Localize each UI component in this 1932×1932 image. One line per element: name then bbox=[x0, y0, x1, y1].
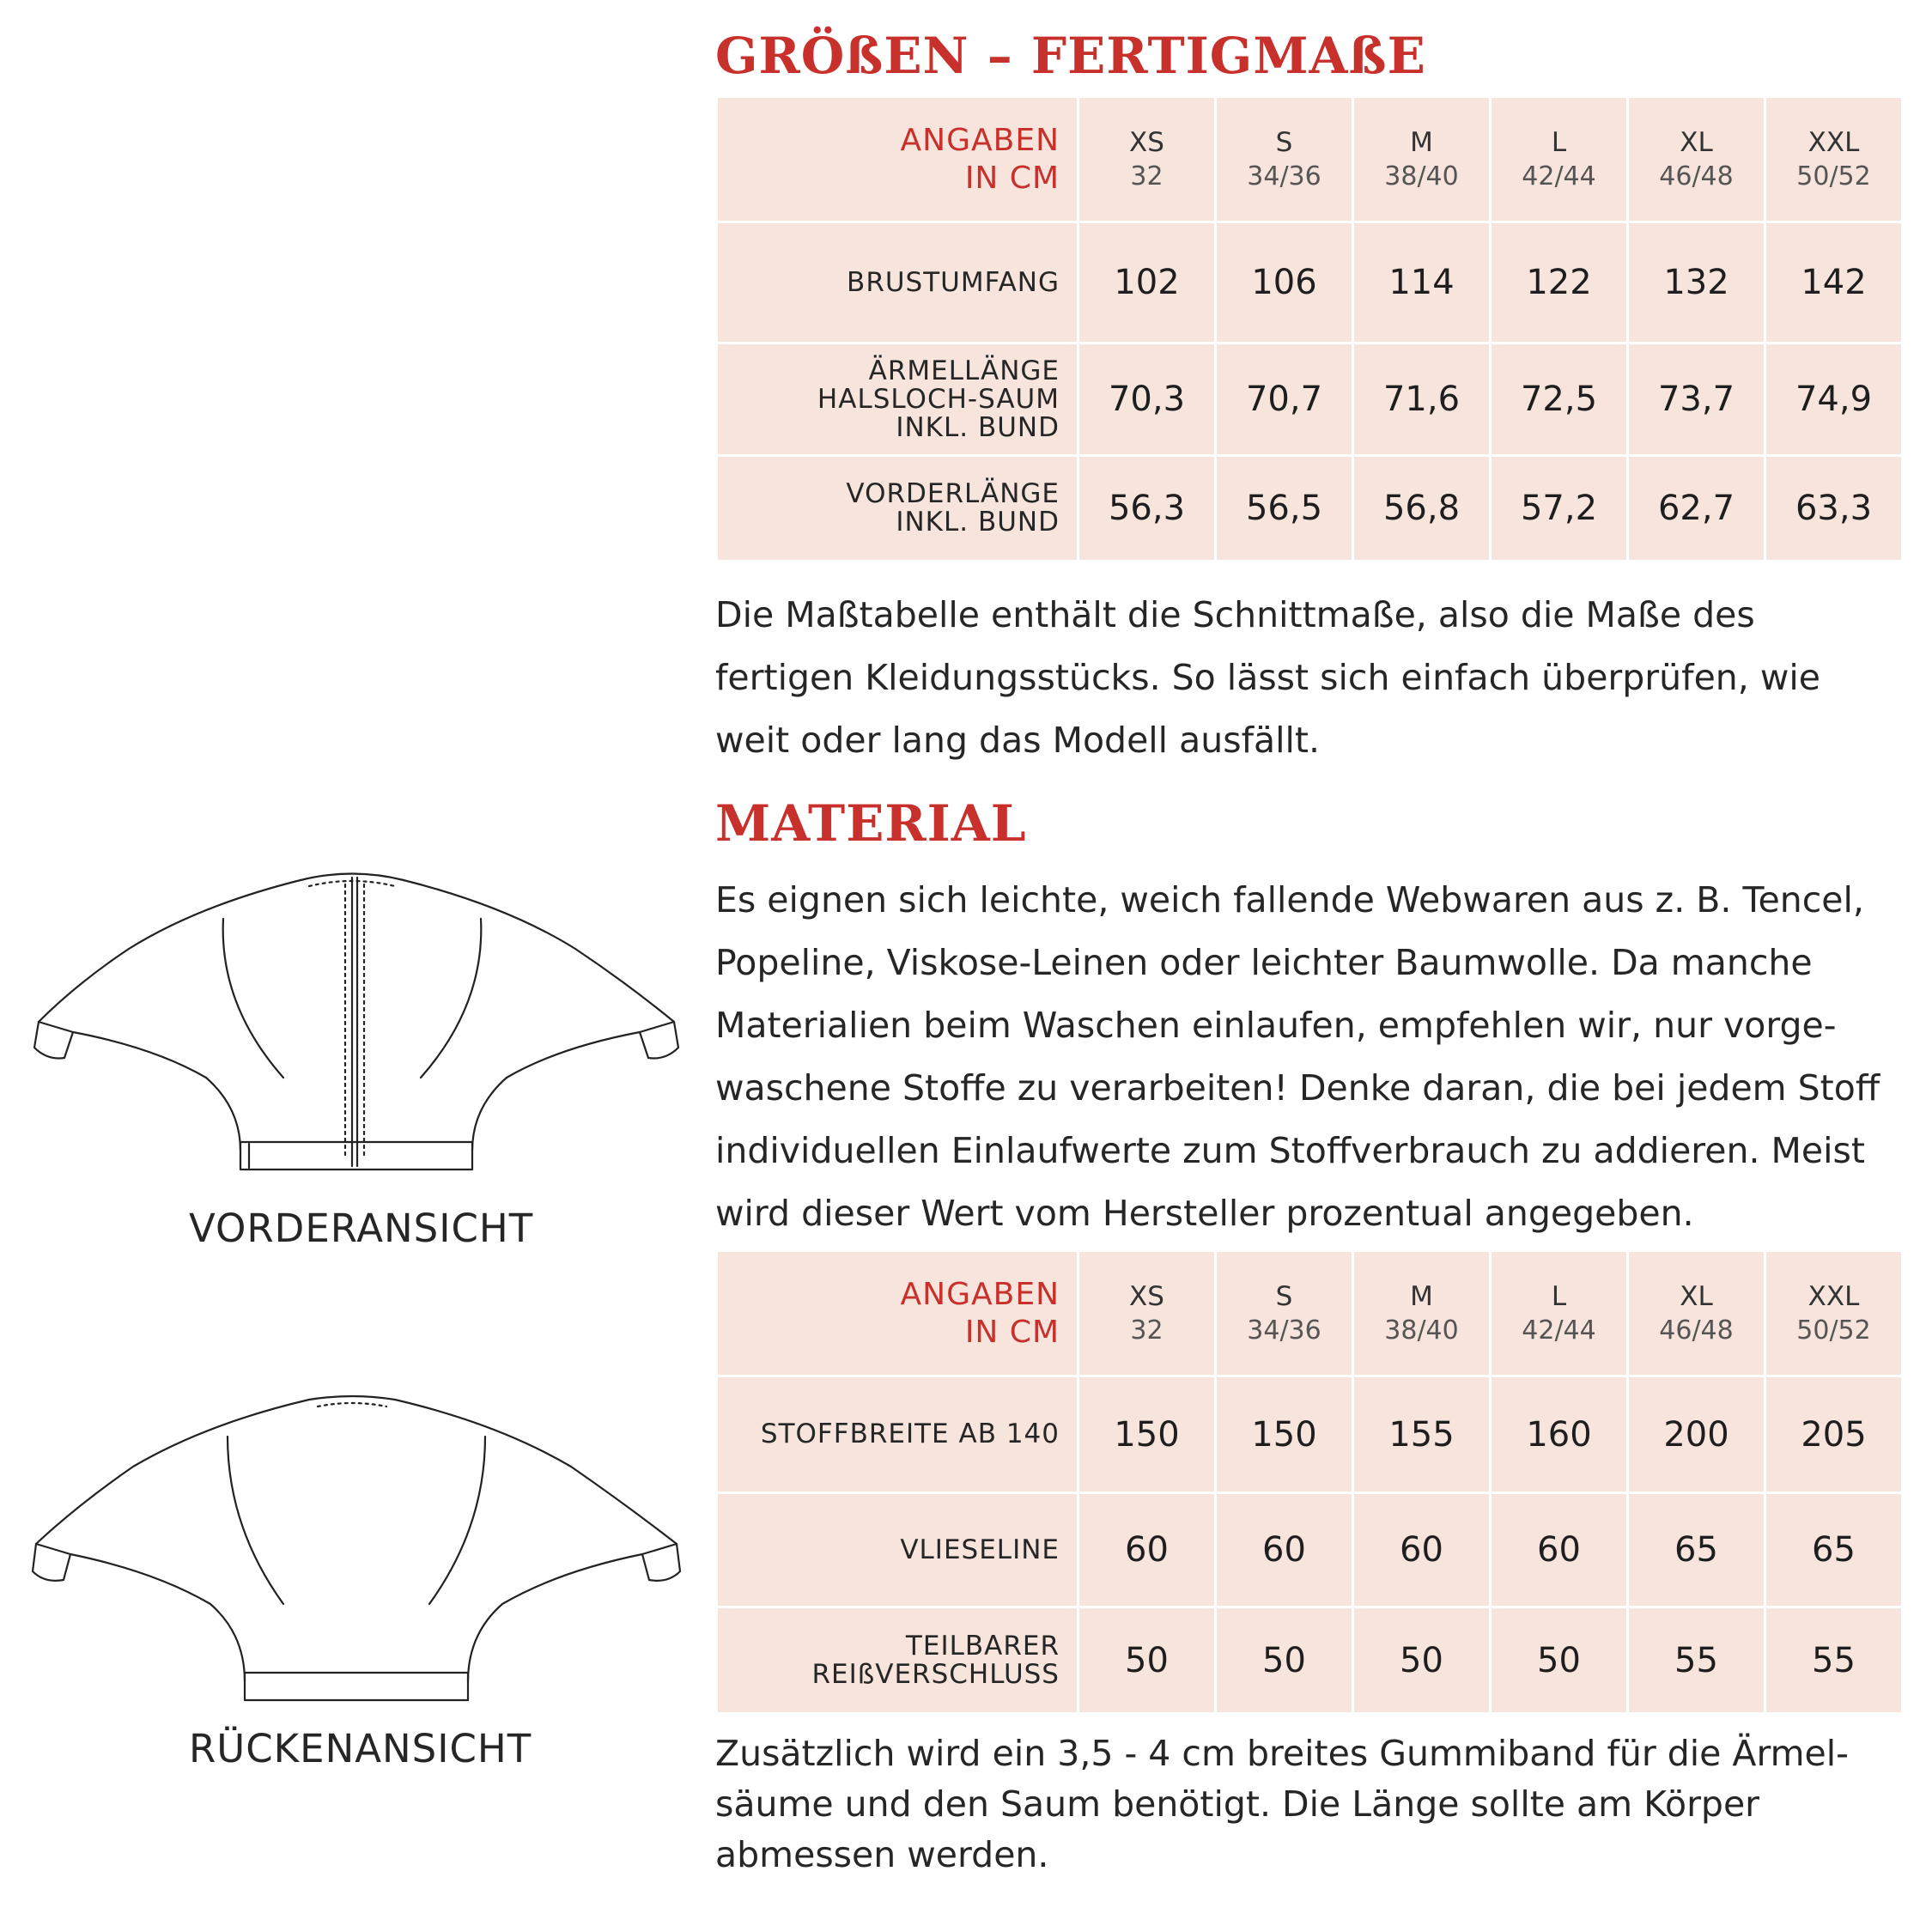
value-cell: 56,8 bbox=[1353, 456, 1491, 562]
text-line: säume und den Saum benötigt. Die Länge sollte am Körper bbox=[715, 1783, 1760, 1825]
sizes-header-row bbox=[717, 97, 1903, 222]
header-label-cell bbox=[717, 97, 1078, 222]
material-heading: MATERIAL bbox=[715, 794, 1027, 853]
size-number: 38/40 bbox=[1384, 1315, 1459, 1346]
material-header-row bbox=[717, 1251, 1903, 1376]
front-view-caption: VORDERANSICHT bbox=[189, 1206, 534, 1251]
value-cell: 205 bbox=[1765, 1376, 1903, 1493]
value-cell: 114 bbox=[1353, 222, 1491, 343]
extra-note bbox=[715, 1728, 1849, 1880]
size-name: L bbox=[1551, 1280, 1567, 1312]
value-cell: 65 bbox=[1765, 1493, 1903, 1607]
row-label-line: BRUSTUMFANG bbox=[847, 266, 1060, 298]
size-number: 50/52 bbox=[1796, 1315, 1871, 1346]
size-col-l bbox=[1491, 1251, 1628, 1376]
size-number: 46/48 bbox=[1659, 1315, 1734, 1346]
value-cell: 50 bbox=[1216, 1607, 1353, 1714]
table-row bbox=[717, 222, 1903, 343]
size-name: XS bbox=[1129, 126, 1164, 158]
text-line: fertigen Kleidungsstücks. So lässt sich einfach überprüfen, wie bbox=[715, 657, 1820, 698]
value-cell: 150 bbox=[1216, 1376, 1353, 1493]
value-cell: 55 bbox=[1765, 1607, 1903, 1714]
header-label-line1: ANGABEN bbox=[900, 1276, 1060, 1312]
material-text bbox=[715, 869, 1880, 1245]
value-cell: 74,9 bbox=[1765, 343, 1903, 456]
row-label-line: TEILBARER bbox=[905, 1630, 1060, 1662]
size-number: 32 bbox=[1130, 161, 1163, 191]
size-name: L bbox=[1551, 126, 1567, 158]
size-col-xs bbox=[1078, 97, 1216, 222]
value-cell: 56,3 bbox=[1078, 456, 1216, 562]
sizes-note bbox=[715, 584, 1820, 772]
size-name: S bbox=[1275, 126, 1293, 158]
row-label-line: REIßVERSCHLUSS bbox=[811, 1658, 1060, 1690]
row-label bbox=[717, 1376, 1078, 1493]
value-cell: 132 bbox=[1628, 222, 1765, 343]
size-col-xxl bbox=[1765, 97, 1903, 222]
row-label-line: VORDERLÄNGE bbox=[846, 478, 1060, 509]
value-cell: 102 bbox=[1078, 222, 1216, 343]
value-cell: 72,5 bbox=[1491, 343, 1628, 456]
value-cell: 65 bbox=[1628, 1493, 1765, 1607]
header-label-line2: IN CM bbox=[964, 1314, 1060, 1350]
text-line: Es eignen sich leichte, weich fallende Webwaren aus z. B. Tencel, bbox=[715, 879, 1864, 920]
text-line: abmessen werden. bbox=[715, 1834, 1049, 1875]
size-col-xl bbox=[1628, 1251, 1765, 1376]
front-view-sketch bbox=[26, 867, 687, 1185]
value-cell: 70,3 bbox=[1078, 343, 1216, 456]
text-line: Die Maßtabelle enthält die Schnittmaße, also die Maße des bbox=[715, 594, 1755, 635]
size-name: M bbox=[1410, 1280, 1433, 1312]
value-cell: 50 bbox=[1078, 1607, 1216, 1714]
table-row bbox=[717, 1493, 1903, 1607]
row-label-line: ÄRMELLÄNGE bbox=[868, 355, 1060, 386]
text-line: wird dieser Wert vom Hersteller prozentual angegeben. bbox=[715, 1193, 1694, 1234]
table-row bbox=[717, 1607, 1903, 1714]
size-name: XL bbox=[1680, 126, 1713, 158]
text-line: Zusätzlich wird ein 3,5 - 4 cm breites Gummiband für die Ärmel- bbox=[715, 1733, 1849, 1774]
text-line: Materialien beim Waschen einlaufen, empfehlen wir, nur vorge- bbox=[715, 1005, 1837, 1046]
size-name: XL bbox=[1680, 1280, 1713, 1312]
value-cell: 50 bbox=[1353, 1607, 1491, 1714]
header-label-line2: IN CM bbox=[964, 160, 1060, 196]
header-label-cell bbox=[717, 1251, 1078, 1376]
row-label bbox=[717, 222, 1078, 343]
back-view-caption: RÜCKENANSICHT bbox=[189, 1726, 532, 1771]
size-name: XXL bbox=[1807, 126, 1860, 158]
header-label-line1: ANGABEN bbox=[900, 122, 1060, 158]
row-label-line: STOFFBREITE AB 140 bbox=[760, 1419, 1060, 1449]
value-cell: 60 bbox=[1491, 1493, 1628, 1607]
size-col-xs bbox=[1078, 1251, 1216, 1376]
size-col-s bbox=[1216, 97, 1353, 222]
value-cell: 57,2 bbox=[1491, 456, 1628, 562]
size-col-s bbox=[1216, 1251, 1353, 1376]
size-name: XXL bbox=[1807, 1280, 1860, 1312]
size-number: 42/44 bbox=[1522, 1315, 1596, 1346]
value-cell: 62,7 bbox=[1628, 456, 1765, 562]
size-number: 32 bbox=[1130, 1315, 1163, 1346]
value-cell: 55 bbox=[1628, 1607, 1765, 1714]
size-name: M bbox=[1410, 126, 1433, 158]
value-cell: 142 bbox=[1765, 222, 1903, 343]
size-name: XS bbox=[1129, 1280, 1164, 1312]
size-number: 38/40 bbox=[1384, 161, 1459, 191]
value-cell: 60 bbox=[1216, 1493, 1353, 1607]
sizes-table bbox=[715, 95, 1904, 562]
row-label bbox=[717, 1607, 1078, 1714]
text-line: waschene Stoffe zu verarbeiten! Denke daran, die bei jedem Stoff bbox=[715, 1067, 1880, 1109]
value-cell: 160 bbox=[1491, 1376, 1628, 1493]
size-col-xxl bbox=[1765, 1251, 1903, 1376]
value-cell: 71,6 bbox=[1353, 343, 1491, 456]
row-label-line: HALSLOCH-SAUM bbox=[817, 383, 1060, 415]
row-label bbox=[717, 456, 1078, 562]
value-cell: 122 bbox=[1491, 222, 1628, 343]
row-label bbox=[717, 1493, 1078, 1607]
value-cell: 106 bbox=[1216, 222, 1353, 343]
value-cell: 73,7 bbox=[1628, 343, 1765, 456]
value-cell: 50 bbox=[1491, 1607, 1628, 1714]
value-cell: 60 bbox=[1078, 1493, 1216, 1607]
size-col-m bbox=[1353, 1251, 1491, 1376]
size-col-m bbox=[1353, 97, 1491, 222]
row-label bbox=[717, 343, 1078, 456]
row-label-line: VLIESELINE bbox=[900, 1534, 1060, 1565]
size-number: 46/48 bbox=[1659, 161, 1734, 191]
back-view-sketch bbox=[26, 1389, 687, 1707]
value-cell: 200 bbox=[1628, 1376, 1765, 1493]
size-name: S bbox=[1275, 1280, 1293, 1312]
text-line: individuellen Einlaufwerte zum Stoffverbrauch zu addieren. Meist bbox=[715, 1130, 1865, 1171]
table-row bbox=[717, 1376, 1903, 1493]
size-col-l bbox=[1491, 97, 1628, 222]
value-cell: 60 bbox=[1353, 1493, 1491, 1607]
size-number: 34/36 bbox=[1247, 161, 1321, 191]
sizes-heading: GRÖßEN – FERTIGMAßE bbox=[715, 27, 1426, 85]
value-cell: 155 bbox=[1353, 1376, 1491, 1493]
material-table bbox=[715, 1249, 1904, 1715]
text-line: Popeline, Viskose-Leinen oder leichter Baumwolle. Da manche bbox=[715, 942, 1813, 983]
value-cell: 63,3 bbox=[1765, 456, 1903, 562]
value-cell: 56,5 bbox=[1216, 456, 1353, 562]
size-col-xl bbox=[1628, 97, 1765, 222]
value-cell: 150 bbox=[1078, 1376, 1216, 1493]
size-number: 42/44 bbox=[1522, 161, 1596, 191]
row-label-line: INKL. BUND bbox=[896, 411, 1060, 443]
table-row bbox=[717, 343, 1903, 456]
value-cell: 70,7 bbox=[1216, 343, 1353, 456]
size-number: 50/52 bbox=[1796, 161, 1871, 191]
size-number: 34/36 bbox=[1247, 1315, 1321, 1346]
row-label-line: INKL. BUND bbox=[896, 507, 1060, 538]
text-line: weit oder lang das Modell ausfällt. bbox=[715, 720, 1321, 761]
table-row bbox=[717, 456, 1903, 562]
